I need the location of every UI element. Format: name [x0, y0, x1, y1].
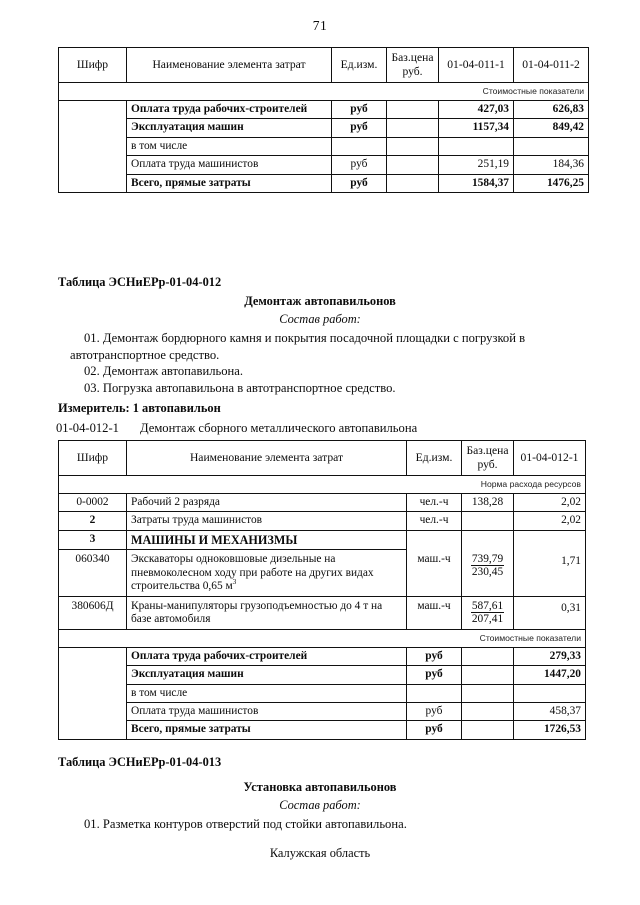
cell-shifr: [59, 666, 127, 684]
cell-shifr: [59, 647, 127, 665]
cell-unit: [407, 530, 462, 549]
cell-unit: руб: [332, 156, 387, 174]
header-shifr: Шифр: [59, 48, 127, 83]
section-title-ustanovka: Установка автопавильонов: [243, 780, 397, 794]
measure-unit-label: Измеритель: 1 автопавильон: [58, 401, 221, 415]
table-row: [59, 721, 586, 739]
cell-unit: руб: [332, 119, 387, 137]
cell-shifr: 3: [59, 530, 127, 549]
header-col-01-04-011-1: 01-04-011-1: [439, 48, 514, 83]
cell-value-1: 458,37: [514, 703, 586, 721]
page-number: 71: [312, 18, 328, 33]
cell-base-price: 138,28: [462, 494, 514, 512]
cell-value-1: [439, 137, 514, 155]
cell-base: [387, 119, 439, 137]
table-label-01-04-012: Таблица ЭСНиЕРр-01-04-012: [58, 275, 222, 289]
cell-unit: руб: [332, 101, 387, 119]
cell-value-1: 251,19: [439, 156, 514, 174]
resource-table-01-04-012: [58, 440, 586, 740]
cell-name: Оплата труда рабочих-строителей: [127, 101, 332, 119]
cell-name: Оплата труда рабочих-строителей: [127, 647, 407, 665]
cell-base: [387, 174, 439, 192]
base-price-numerator: 587,61: [471, 599, 504, 612]
band-cost-indicators: [59, 629, 586, 647]
cell-shifr: [59, 101, 127, 119]
work-item: 03. Погрузка автопавильона в автотранспортное средство.: [84, 381, 396, 395]
cell-unit: руб: [407, 666, 462, 684]
table-row: [59, 550, 586, 596]
cell-base: [462, 721, 514, 739]
section-title-demontazh: Демонтаж автопавильонов: [244, 294, 396, 308]
header-base-price-line2: руб.: [477, 458, 498, 471]
cell-value-1: 427,03: [439, 101, 514, 119]
table-row: [59, 156, 589, 174]
cell-shifr: [59, 684, 127, 702]
base-price-fraction: [471, 600, 504, 626]
cost-table-01-04-011: [58, 47, 589, 193]
table-row: [59, 137, 589, 155]
works-label: Состав работ:: [279, 312, 361, 326]
cell-value-1: [514, 530, 586, 549]
cell-value-1: 1584,37: [439, 174, 514, 192]
cell-name: Оплата труда машинистов: [127, 156, 332, 174]
cell-name: в том числе: [127, 684, 407, 702]
table-row: [59, 101, 589, 119]
header-unit: Ед.изм.: [332, 48, 387, 83]
cell-shifr: 0-0002: [59, 494, 127, 512]
cell-shifr: 2: [59, 512, 127, 530]
work-item: 01. Демонтаж бордюрного камня и покрытия посадочной площадки с погрузкой в автотранспортное средство.: [70, 331, 526, 362]
header-name: Наименование элемента затрат: [127, 441, 407, 476]
table-row: [59, 684, 586, 702]
header-unit: Ед.изм.: [407, 441, 462, 476]
works-label: Состав работ:: [279, 798, 361, 812]
cell-name: Эксплуатация машин: [127, 666, 407, 684]
item-name-01-04-012-1: Демонтаж сборного металлического автопавильона: [140, 421, 418, 435]
base-price-fraction: [471, 553, 504, 579]
cell-shifr: [59, 174, 127, 192]
cell-value-1: 2,02: [514, 512, 586, 530]
cell-value-1: 0,31: [514, 596, 586, 629]
header-base-price: [387, 48, 439, 83]
cell-value-2: 626,83: [514, 101, 589, 119]
cell-name: [127, 550, 407, 596]
table-row: [59, 119, 589, 137]
table-header-row: [59, 441, 586, 476]
cell-base-price: [462, 596, 514, 629]
cell-base: [462, 703, 514, 721]
cell-base-price: [462, 530, 514, 549]
cell-base: [387, 137, 439, 155]
header-base-price: [462, 441, 514, 476]
item-code-01-04-012-1: 01-04-012-1: [56, 421, 119, 435]
cell-unit: руб: [407, 647, 462, 665]
header-name: Наименование элемента затрат: [127, 48, 332, 83]
cell-unit: руб: [332, 174, 387, 192]
table-row: [59, 666, 586, 684]
cell-base: [462, 684, 514, 702]
cell-base: [462, 647, 514, 665]
header-col-01-04-012-1: 01-04-012-1: [514, 441, 586, 476]
table-label-01-04-013: Таблица ЭСНиЕРр-01-04-013: [58, 755, 222, 769]
cell-value-1: [514, 684, 586, 702]
cell-shifr: [59, 703, 127, 721]
cell-base: [462, 666, 514, 684]
cell-name: МАШИНЫ И МЕХАНИЗМЫ: [127, 530, 407, 549]
cell-base: [387, 101, 439, 119]
cell-shifr: 060340: [59, 550, 127, 596]
cell-value-1: 279,33: [514, 647, 586, 665]
cell-value-2: 184,36: [514, 156, 589, 174]
table-row: [59, 494, 586, 512]
cell-unit: руб: [407, 703, 462, 721]
cell-value-1: 2,02: [514, 494, 586, 512]
table-row: [59, 174, 589, 192]
header-base-price-line1: Баз.цена: [466, 444, 509, 458]
band-resource-norm: [59, 476, 586, 494]
cell-name: Краны-манипуляторы грузоподъемностью до 4 т на базе автомобиля: [127, 596, 407, 629]
header-shifr: Шифр: [59, 441, 127, 476]
cell-value-2: 849,42: [514, 119, 589, 137]
cell-shifr: [59, 721, 127, 739]
table-row: [59, 530, 586, 549]
cell-value-2: 1476,25: [514, 174, 589, 192]
cell-name: Оплата труда машинистов: [127, 703, 407, 721]
cell-value-2: [514, 137, 589, 155]
cell-unit: [332, 137, 387, 155]
cell-shifr: [59, 137, 127, 155]
cell-base-price: [462, 512, 514, 530]
cell-value-1: 1157,34: [439, 119, 514, 137]
cell-unit: руб: [407, 721, 462, 739]
cell-shifr: 380606Д: [59, 596, 127, 629]
cell-value-1: 1447,20: [514, 666, 586, 684]
cell-unit: маш.-ч: [407, 550, 462, 596]
header-col-01-04-011-2: 01-04-011-2: [514, 48, 589, 83]
band-cost-indicators: [59, 83, 589, 101]
header-base-price-line1: Баз.цена: [391, 51, 434, 65]
cell-shifr: [59, 156, 127, 174]
cell-name-text: Экскаваторы одноковшовые дизельные на пневмоколесном ходу при работе на других видах строительства 0,65 $м^3$: [131, 553, 374, 593]
table-header-row: [59, 48, 589, 83]
cell-name: Затраты труда машинистов: [127, 512, 407, 530]
work-item: 01. Разметка контуров отверстий под стойки автопавильона.: [84, 817, 407, 831]
cell-value-1: 1726,53: [514, 721, 586, 739]
cell-value-1: 1,71: [514, 550, 586, 596]
base-price-denominator: 230,45: [471, 566, 504, 579]
band-resource-norm-label: Норма расхода ресурсов: [59, 476, 586, 494]
band-cost-indicators-label: Стоимостные показатели: [59, 629, 586, 647]
cell-base-price: [462, 550, 514, 596]
cell-name: в том числе: [127, 137, 332, 155]
cell-name: Рабочий 2 разряда: [127, 494, 407, 512]
band-cost-indicators-label: Стоимостные показатели: [59, 83, 589, 101]
header-base-price-line2: руб.: [402, 65, 423, 78]
table-row: [59, 512, 586, 530]
base-price-numerator: 739,79: [471, 552, 504, 565]
region-footer: Калужская область: [269, 846, 371, 860]
cell-unit: маш.-ч: [407, 596, 462, 629]
table-row: [59, 703, 586, 721]
cell-unit: чел.-ч: [407, 494, 462, 512]
cell-name: Всего, прямые затраты: [127, 174, 332, 192]
table-row: [59, 596, 586, 629]
cell-shifr: [59, 119, 127, 137]
cell-name: Эксплуатация машин: [127, 119, 332, 137]
cell-base: [387, 156, 439, 174]
table-row: [59, 647, 586, 665]
cell-unit: [407, 684, 462, 702]
work-item: 02. Демонтаж автопавильона.: [84, 364, 244, 378]
cell-name: Всего, прямые затраты: [127, 721, 407, 739]
base-price-denominator: 207,41: [471, 613, 504, 626]
cell-unit: чел.-ч: [407, 512, 462, 530]
